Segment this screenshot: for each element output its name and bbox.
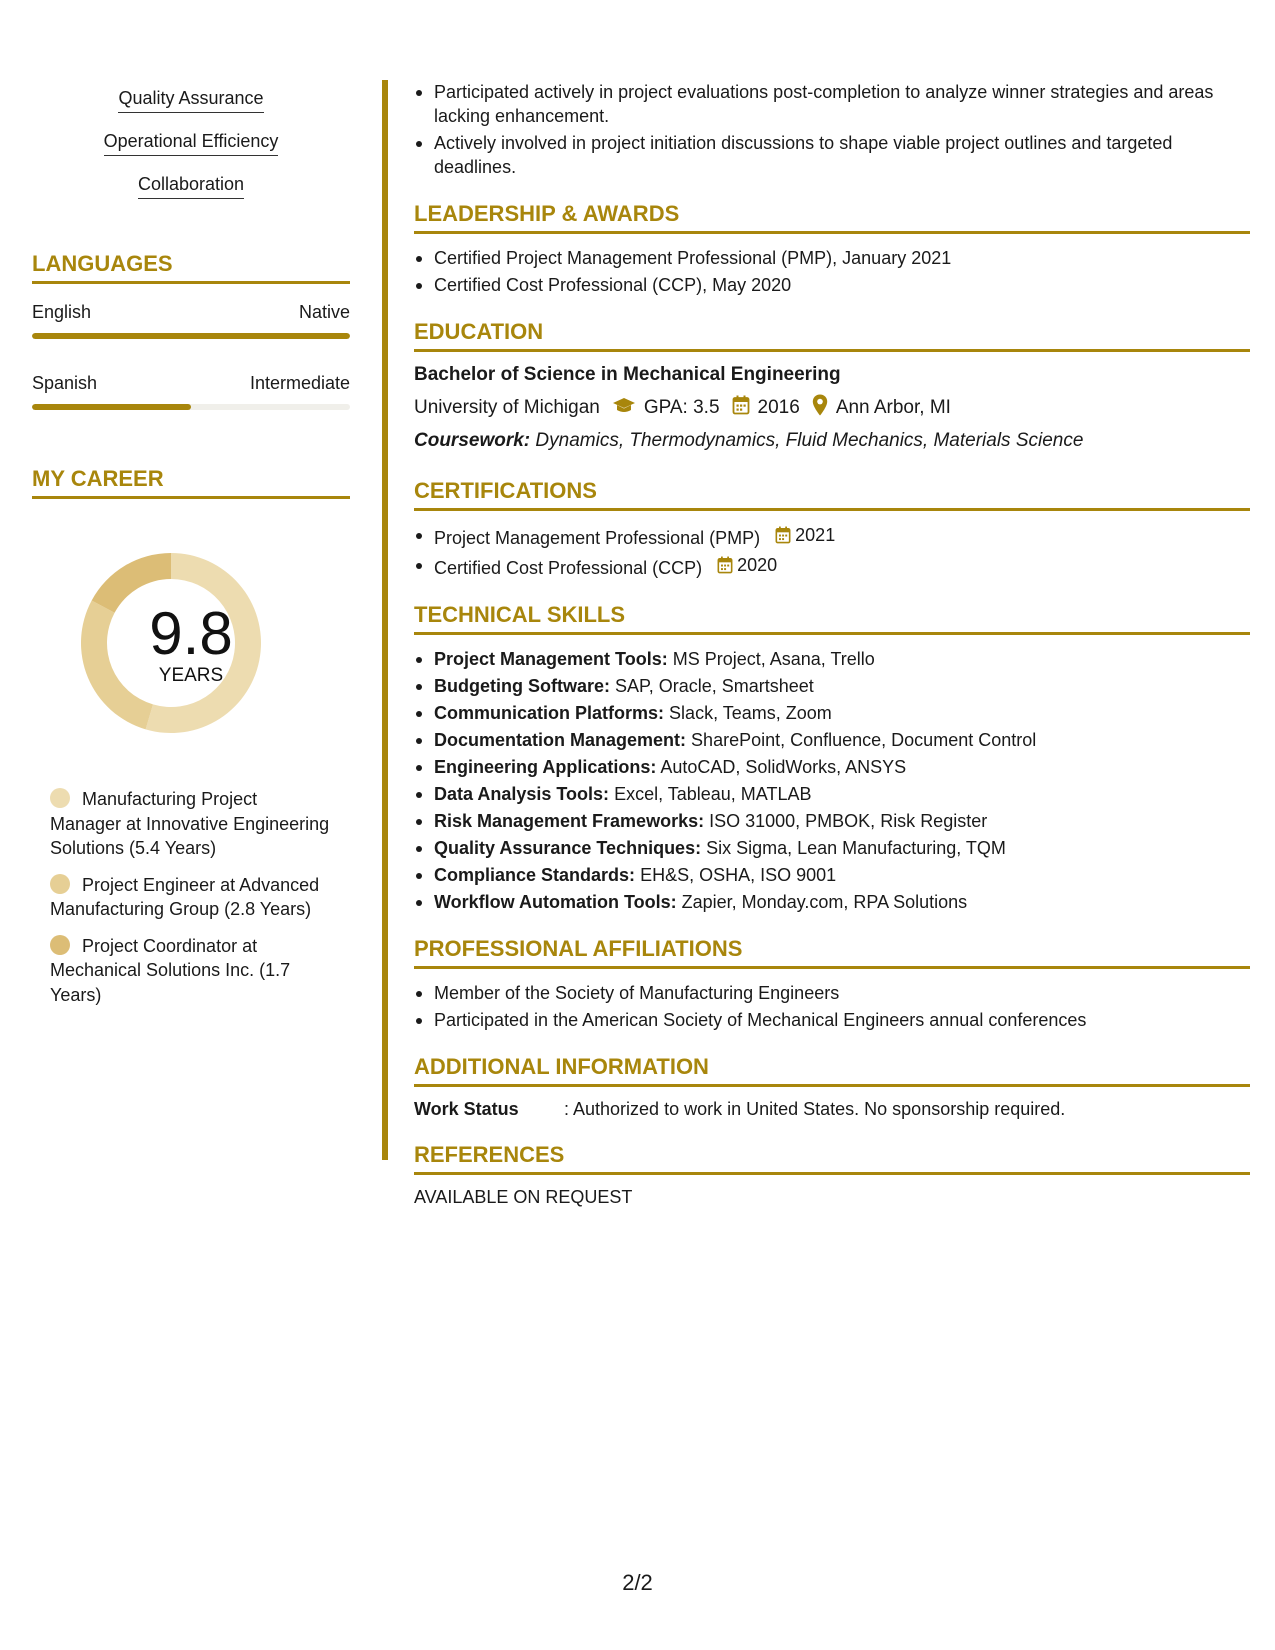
- career-item-text: Project Engineer at Advanced Manufacturing Group (2.8 Years): [50, 874, 320, 919]
- technical-skill-label: Documentation Management:: [434, 730, 687, 750]
- certifications-list: [414, 523, 1250, 580]
- graduation-year: 2016: [757, 397, 800, 418]
- technical-skill-item: [414, 863, 1250, 887]
- work-status-value: : Authorized to work in United States. No sponsorship required.: [564, 1099, 1066, 1119]
- calendar-icon: [732, 395, 750, 421]
- list-item: Certified Project Management Professional (PMP), January 2021: [414, 246, 1250, 270]
- sidebar: [32, 82, 350, 1019]
- technical-skill-item: [414, 809, 1250, 833]
- gpa: GPA: 3.5: [643, 397, 720, 418]
- skill-tag: Operational Efficiency: [104, 131, 279, 156]
- language-bar-fill: [32, 404, 191, 410]
- technical-skill-item: [414, 836, 1250, 860]
- affiliations-heading: PROFESSIONAL AFFILIATIONS: [414, 936, 1250, 969]
- technical-skill-value: MS Project, Asana, Trello: [672, 649, 875, 669]
- career-total: 9.8: [149, 600, 233, 667]
- legend-dot: [50, 788, 70, 808]
- list-item: Certified Cost Professional (CCP), May 2020: [414, 273, 1250, 297]
- career-item-text: Manufacturing Project Manager at Innovative Engineering Solutions (5.4 Years): [50, 789, 330, 858]
- language-spanish: [32, 373, 350, 410]
- certification-year: 2021: [795, 525, 836, 545]
- technical-skill-label: Data Analysis Tools:: [434, 784, 610, 804]
- technical-skill-label: Engineering Applications:: [434, 757, 657, 777]
- technical-skill-label: Budgeting Software:: [434, 676, 610, 696]
- technical-skills-list: [414, 647, 1250, 914]
- leadership-list: [414, 246, 1250, 297]
- career-heading: MY CAREER: [32, 466, 350, 499]
- legend-dot: [50, 935, 70, 955]
- calendar-icon: [775, 526, 791, 544]
- technical-skill-item: [414, 782, 1250, 806]
- technical-skill-item: [414, 755, 1250, 779]
- language-level: Native: [298, 302, 350, 322]
- leadership-heading: LEADERSHIP & AWARDS: [414, 201, 1250, 234]
- references-heading: REFERENCES: [414, 1142, 1250, 1175]
- technical-skill-item: [414, 701, 1250, 725]
- technical-skill-value: SharePoint, Confluence, Document Control: [691, 730, 1037, 750]
- language-name: English: [32, 302, 92, 322]
- graduation-cap-icon: [612, 396, 636, 420]
- skill-tags: [32, 82, 350, 211]
- main-content: [414, 80, 1250, 1208]
- location: Ann Arbor, MI: [835, 397, 951, 418]
- technical-skill-label: Workflow Automation Tools:: [434, 892, 677, 912]
- list-item: Participated actively in project evaluations post-completion to analyze winner strategies and areas lacking enhancement.: [414, 80, 1250, 128]
- certifications-heading: CERTIFICATIONS: [414, 478, 1250, 511]
- technical-skill-label: Risk Management Frameworks:: [434, 811, 705, 831]
- calendar-icon: [717, 556, 733, 574]
- career-item: [50, 873, 330, 922]
- additional-info-heading: ADDITIONAL INFORMATION: [414, 1054, 1250, 1087]
- technical-skill-value: EH&S, OSHA, ISO 9001: [640, 865, 837, 885]
- language-english: [32, 302, 350, 339]
- technical-skill-label: Quality Assurance Techniques:: [434, 838, 702, 858]
- education-heading: EDUCATION: [414, 319, 1250, 352]
- page-number: 2/2: [622, 1570, 653, 1595]
- language-name: Spanish: [32, 373, 98, 393]
- technical-skill-label: Communication Platforms:: [434, 703, 665, 723]
- career-item: [50, 787, 330, 861]
- certification-name: Project Management Professional (PMP): [434, 528, 761, 548]
- language-bar: [32, 333, 350, 339]
- column-divider: [382, 80, 388, 1160]
- school: University of Michigan: [414, 397, 600, 418]
- career-list: [32, 787, 350, 1007]
- list-item: [414, 523, 1250, 550]
- degree: Bachelor of Science in Mechanical Engineering: [414, 364, 841, 385]
- language-bar-fill: [32, 333, 350, 339]
- technical-skills-heading: TECHNICAL SKILLS: [414, 602, 1250, 635]
- technical-skill-value: ISO 31000, PMBOK, Risk Register: [709, 811, 988, 831]
- certification-name: Certified Cost Professional (CCP): [434, 558, 703, 578]
- certification-year: 2020: [737, 555, 778, 575]
- list-item: Actively involved in project initiation discussions to shape viable project outlines and targeted deadlines.: [414, 131, 1250, 179]
- skill-tag: Quality Assurance: [118, 88, 263, 113]
- career-donut: [32, 533, 350, 763]
- technical-skill-value: Six Sigma, Lean Manufacturing, TQM: [706, 838, 1006, 858]
- languages-heading: LANGUAGES: [32, 251, 350, 284]
- references-text: AVAILABLE ON REQUEST: [414, 1187, 633, 1207]
- technical-skill-value: Zapier, Monday.com, RPA Solutions: [681, 892, 968, 912]
- affiliations-list: [414, 981, 1250, 1032]
- location-pin-icon: [812, 394, 828, 422]
- technical-skill-label: Project Management Tools:: [434, 649, 668, 669]
- technical-skill-value: Excel, Tableau, MATLAB: [614, 784, 812, 804]
- technical-skill-item: [414, 728, 1250, 752]
- skill-tag: Collaboration: [138, 174, 244, 199]
- work-status-label: Work Status: [414, 1099, 519, 1119]
- list-item: [414, 553, 1250, 580]
- coursework: [414, 430, 1250, 452]
- technical-skill-value: AutoCAD, SolidWorks, ANSYS: [660, 757, 907, 777]
- list-item: Member of the Society of Manufacturing Engineers: [414, 981, 1250, 1005]
- intro-bullets: [414, 80, 1250, 179]
- career-unit: YEARS: [158, 665, 224, 686]
- technical-skill-item: [414, 647, 1250, 671]
- technical-skill-value: SAP, Oracle, Smartsheet: [615, 676, 814, 696]
- language-level: Intermediate: [249, 373, 350, 393]
- work-status-row: [414, 1099, 1250, 1120]
- coursework-list: Dynamics, Thermodynamics, Fluid Mechanics, Materials Science: [535, 430, 1084, 451]
- technical-skill-item: [414, 674, 1250, 698]
- coursework-label: Coursework:: [414, 430, 531, 451]
- legend-dot: [50, 874, 70, 894]
- career-item-text: Project Coordinator at Mechanical Solutions Inc. (1.7 Years): [50, 935, 291, 1005]
- list-item: Participated in the American Society of Mechanical Engineers annual conferences: [414, 1008, 1250, 1032]
- technical-skill-item: [414, 890, 1250, 914]
- education-meta: [414, 394, 1250, 422]
- technical-skill-value: Slack, Teams, Zoom: [669, 703, 832, 723]
- career-item: [50, 934, 330, 1008]
- language-bar: [32, 404, 350, 410]
- technical-skill-label: Compliance Standards:: [434, 865, 636, 885]
